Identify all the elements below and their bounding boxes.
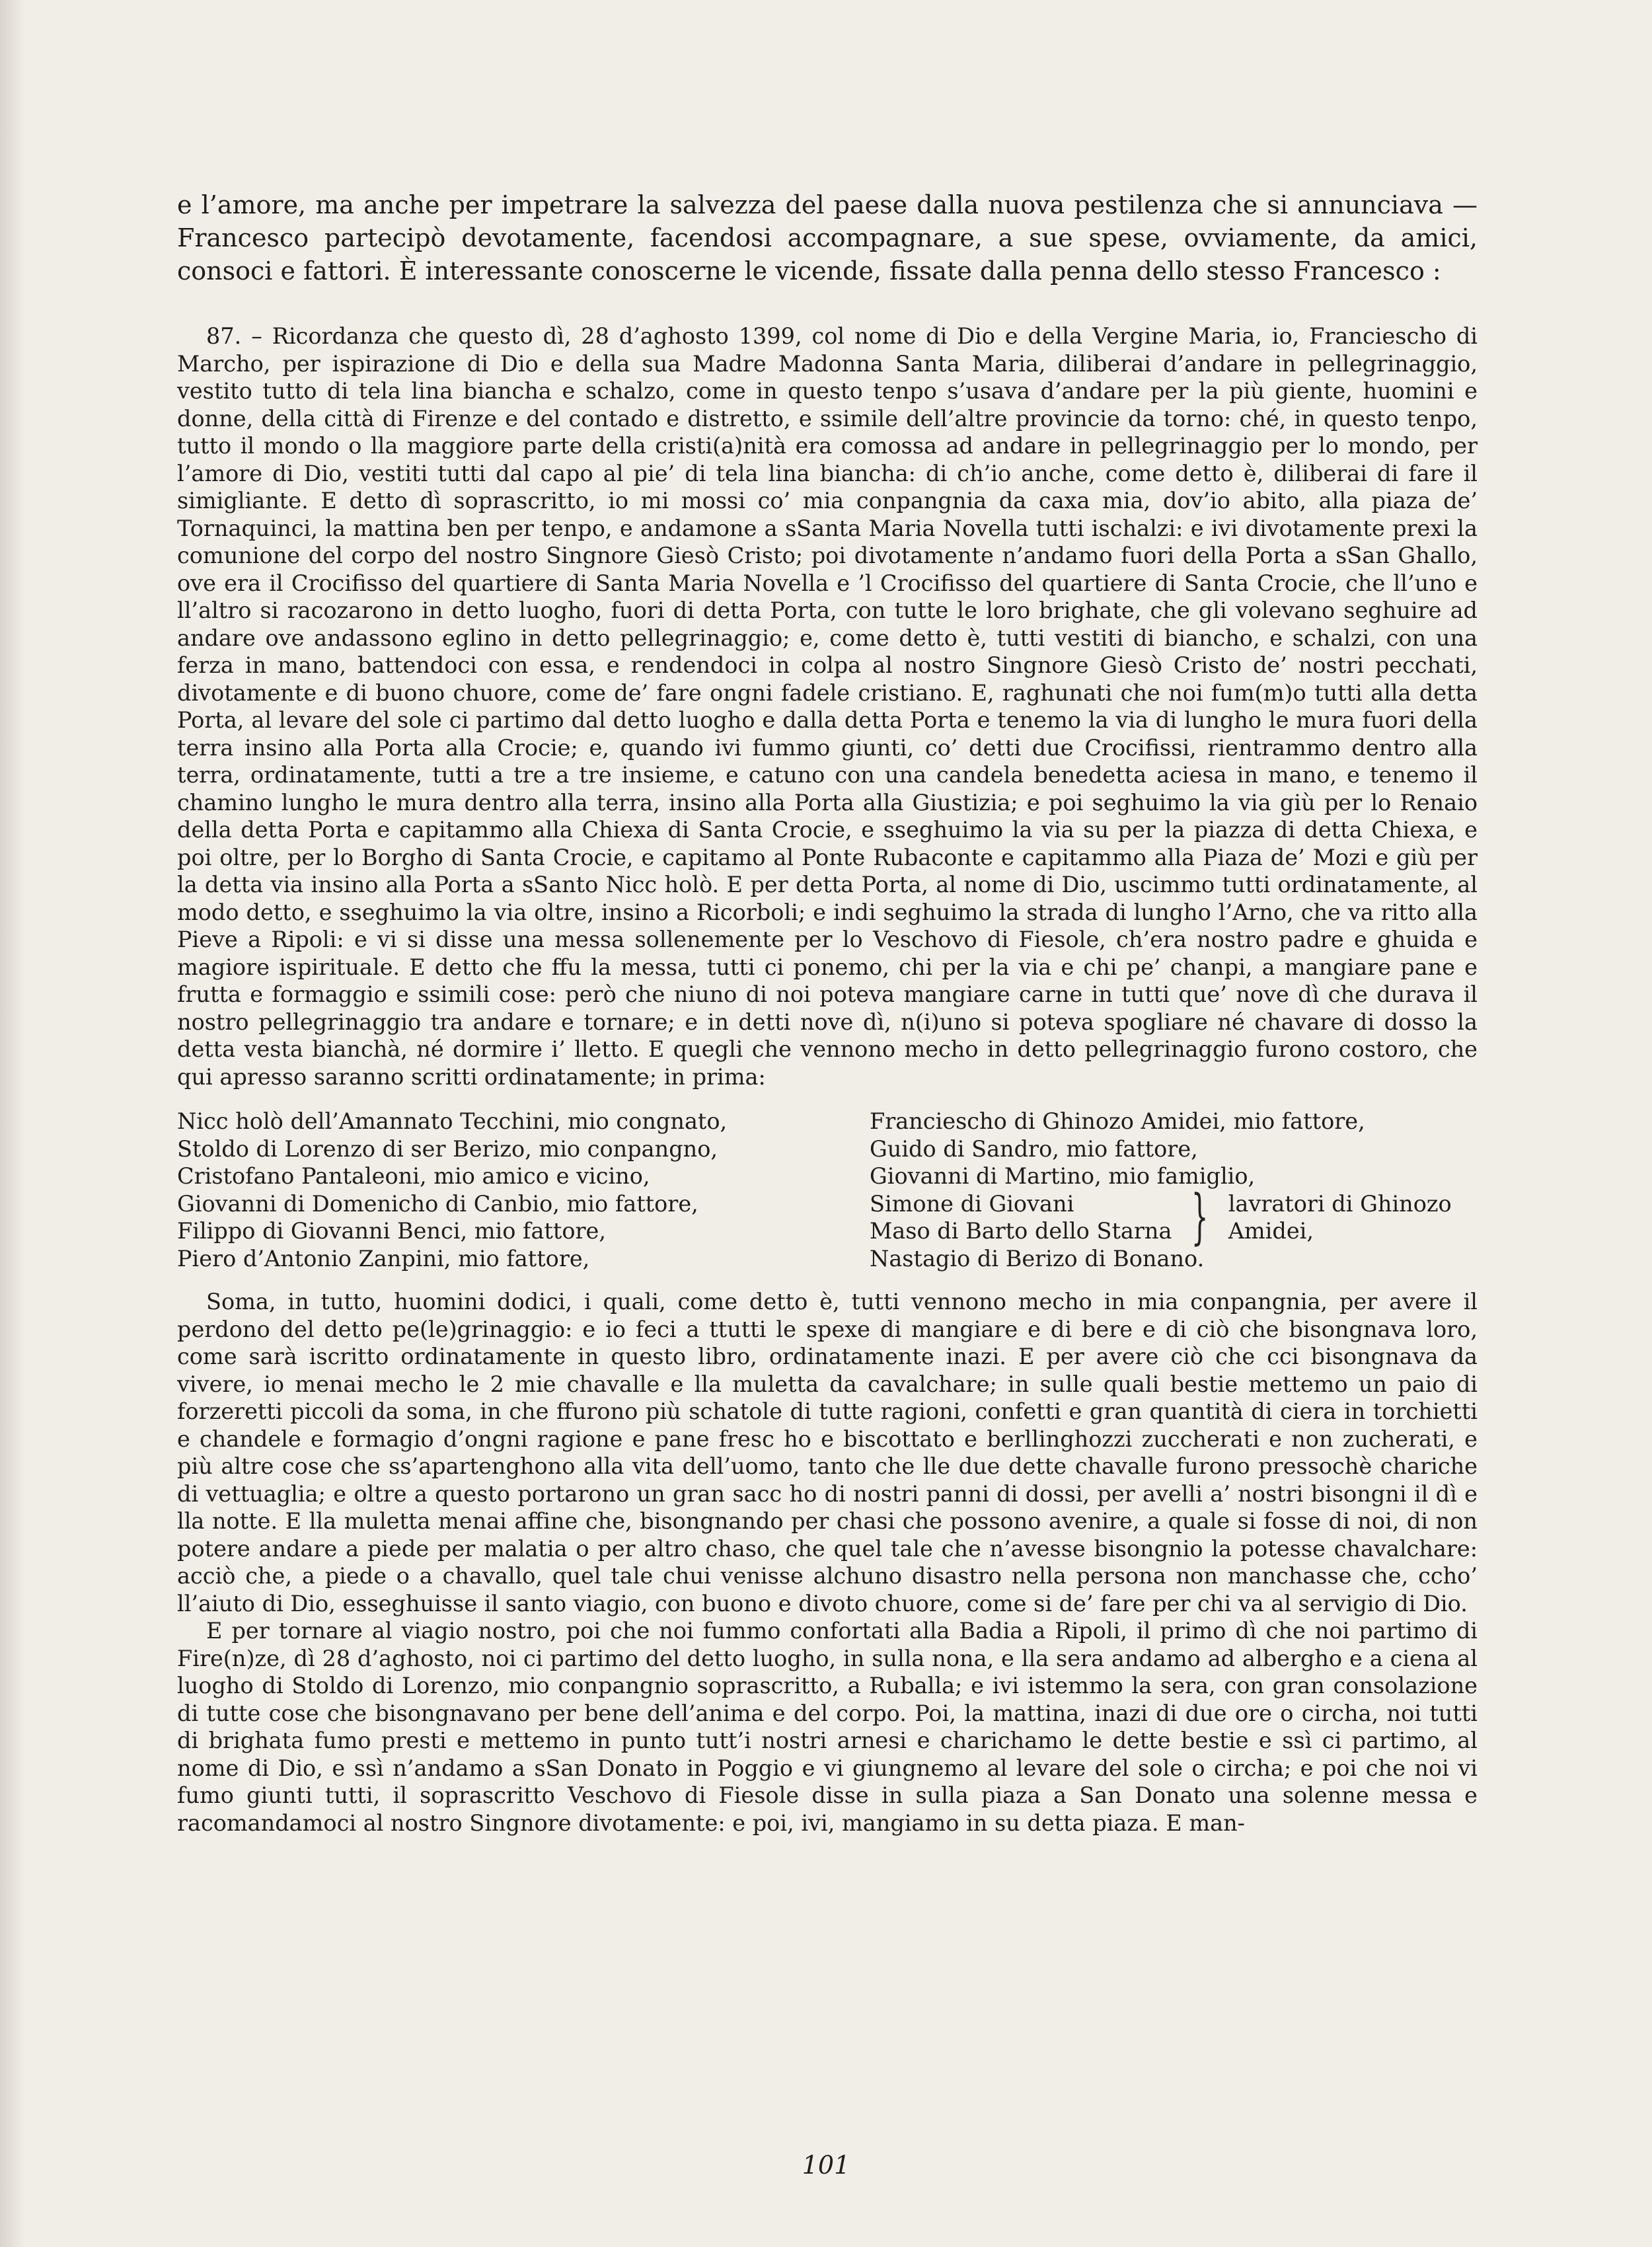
name-entry: Maso di Barto dello Starna — [870, 1218, 1172, 1244]
name-entry: Franciescho di Ghinozo Amidei, mio fattore, — [870, 1108, 1365, 1134]
intro-paragraph: e l’amore, ma anche per impetrare la salvezza del paese dalla nuova pestilenza che si annunciava — Francesco partecipò devotamente, facendosi accompagnare, a sue spese, ovviamente, da amici, consoci e fattori. È interessante conoscerne le vicende, fissate dalla penna dello stesso Francesco : — [177, 190, 1478, 286]
record-paragraph-87: 87. – Ricordanza che questo dì, 28 d’aghosto 1399, col nome di Dio e della Vergine Maria, io, Franciescho di Marcho, per ispirazione di Dio e della sua Madre Madonna Santa Maria, diliberai d’andare in pellegrinaggio, vestito tutto di tela lina biancha e schalzo, come in questo tenpo s’usava d’andare per la più giente, huomini e donne, della città di Firenze e del contado e distretto, e ssimile dell’altre provincie da torno: ché, in questo tenpo, tutto il mondo o lla maggiore parte della cristi(a)nità era comossa ad andare in pellegrinaggio per lo mondo, per l’amore di Dio, vestiti tutti dal capo al pie’ di tela lina biancha: di ch’io anche, come detto è, diliberai di fare il simigliante. E detto dì soprascritto, io mi mossi co’ mia conpangnia da caxa mia, dov’io abito, alla piaza de’ Tornaquinci, la mattina ben per tenpo, e andamone a sSanta Maria Novella tutti ischalzi: e ivi divotamente prexi la comunione del corpo del nostro Singnore Giesò Cristo; poi divotamente n’andamo fuori della Porta a sSan Ghallo, ove era il Crocifisso del quartiere di Santa Maria Novella e ’l Crocifisso del quartiere di Santa Crocie, che ll’uno e ll’altro si racozarono in detto luogho, fuori di detta Porta, con tutte le loro brighate, che gli volevano seghuire ad andare ove andassono eglino in detto pellegrinaggio; e, come detto è, tutti vestiti di biancho, e schalzi, con una ferza in mano, battendoci con essa, e rendendoci in colpa al nostro Singnore Giesò Cristo de’ nostri pecchati, divotamente e di buono chuore, come de’ fare ongni fadele cristiano. E, raghunati che noi fum(m)o tutti alla detta Porta, al levare del sole ci partimo dal detto luogho e dalla detta Porta e tenemo la via di lungho le mura fuori della terra insino alla Porta alla Crocie; e, quando ivi fummo giunti, co’ detti due Crocifissi, rientrammo dentro alla terra, ordinatamente, tutti a tre a tre insieme, e catuno con una candela benedetta aciesa in mano, e tenemo il chamino lungho le mura dentro alla terra, insino alla Porta alla Giustizia; e poi seghuimo la via giù per lo Renaio della detta Porta e capitammo alla Chiexa di Santa Crocie, e sseghuimo la via su per la piazza di detta Chiexa, e poi oltre, per lo Borgho di Santa Crocie, e capitamo al Ponte Rubaconte e capitammo alla Piaza de’ Mozi e giù per la detta via insino alla Porta a sSanto Nicc holò. E per detta Porta, al nome di Dio, uscimmo tutti ordinatamente, al modo detto, e sseghuimo la via oltre, insino a Ricorboli; e indi seghuimo la strada di lungho l’Arno, che va ritto alla Pieve a Ripoli: e vi si disse una messa sollenemente per lo Veschovo di Fiesole, ch’era nostro padre e ghuida e magiore ispirituale. E detto che ffu la messa, tutti ci ponemo, chi per la via e chi pe’ chanpi, a mangiare pane e frutta e formaggio e ssimili cose: però che niuno di noi poteva mangiare carne in tutti que’ nove dì che durava il nostro pellegrinaggio tra andare e tornare; e in detti nove dì, n(i)uno si poteva spogliare né chavare di dosso la detta vesta bianchà, né dormire i’ lletto. E quegli che vennono mecho in detto pellegrinaggio furono costoro, che qui apresso saranno scritti ordinatamente; in prima: — [177, 323, 1478, 1090]
name-entry: Stoldo di Lorenzo di ser Berizo, mio conpangno, — [177, 1135, 718, 1162]
name-entry: Nastagio di Berizo di Bonano. — [870, 1245, 1205, 1272]
quoted-record — [177, 323, 1478, 1837]
name-entry: Nicc holò dell’Amannato Tecchini, mio congnato, — [177, 1108, 728, 1134]
group-note: Amidei, — [1228, 1218, 1314, 1244]
name-entry: Giovanni di Domenicho di Canbio, mio fattore, — [177, 1190, 698, 1217]
group-note: lavratori di Ghinozo — [1228, 1190, 1452, 1217]
brace-glyph: } — [1191, 1182, 1209, 1252]
names-left-column — [177, 1108, 759, 1272]
name-entry: Filippo di Giovanni Benci, mio fattore, — [177, 1218, 606, 1244]
record-paragraph-viagio: E per tornare al viagio nostro, poi che noi fummo confortati alla Badia a Ripoli, il primo dì che noi partimo di Fire(n)ze, dì 28 d’aghosto, noi ci partimo del detto luogho, in sulla nona, e lla sera andamo ad albergho e a ciena al luogho di Stoldo di Lorenzo, mio conpangnio soprascritto, a Ruballa; e ivi istemmo la sera, con gran consolazione di tutte cose che bisongnavano per bene dell’anima e del corpo. Poi, la mattina, inazi di due ore o circha, noi tutti di brighata fumo presti e mettemo in punto tutt’i nostri arnesi e charichamo le dette bestie e ssì ci partimo, al nome di Dio, e ssì n’andamo a sSan Donato in Poggio e vi giungnemo al levare del sole o circha; e poi che noi vi fumo giunti tutti, il soprascritto Veschovo di Fiesole disse in sulla piaza a San Donato una solenne messa e racomandamoci al nostro Singnore divotamente: e poi, ivi, mangiamo in su detta piaza. E man- — [177, 1618, 1478, 1836]
laborers-group — [870, 1182, 1478, 1252]
name-entry: Simone di Giovani — [870, 1190, 1074, 1217]
record-paragraph-soma: Soma, in tutto, huomini dodici, i quali, come detto è, tutti vennono mecho in mia conpangnia, per avere il perdono del detto pe(le)grinaggio: e io feci a ttutti le spexe di mangiare e di bere e di ciò che bisongnava loro, come sarà iscritto ordinatamente in questo libro, ordinatamente inazi. E per avere ciò che cci bisongnava da vivere, io menai mecho le 2 mie chavalle e lla muletta da cavalchare; in sulle quali bestie mettemo un paio di forzeretti piccoli da soma, in che ffurono più schatole di tutte ragioni, confetti e gran quantità di ciera in torchietti e chandele e formagio d’ongni ragione e pane fresc ho e biscottato e berllinghozzi zuccherati e non zucherati, e più altre cose che ss’apartenghono alla vita dell’uomo, tanto che lle due dette chavalle furono pressochè chariche di vettuaglia; e oltre a questo portarono un gran sacc ho di nostri panni di dossi, per avelli a’ nostri bisongni il dì e lla notte. E lla muletta menai affine che, bisongnando per chasi che possono avenire, a quale si fosse di noi, di non potere andare a piede per malatia o per altro chaso, che quel tale che n’avesse bisongnio la potesse chavalchare: acciò che, a piede o a chavallo, quel tale chui venisse alchuno disastro nella persona non manchasse che, ccho’ ll’aiuto di Dio, esseghuisse il santo viagio, con buono e divoto chuore, come si de’ fare per chi va al servigio di Dio. — [177, 1289, 1478, 1617]
page-number: 101 — [802, 2151, 850, 2180]
name-entry: Cristofano Pantaleoni, mio amico e vicino, — [177, 1163, 650, 1189]
name-entry: Giovanni di Martino, mio famiglio, — [870, 1163, 1256, 1189]
name-entry: Guido di Sandro, mio fattore, — [870, 1135, 1198, 1162]
names-right-column — [870, 1108, 1478, 1272]
page-edge-shadow — [0, 0, 25, 2247]
name-entry: Piero d’Antonio Zanpini, mio fattore, — [177, 1245, 590, 1272]
pilgrim-names-list — [177, 1108, 1478, 1272]
